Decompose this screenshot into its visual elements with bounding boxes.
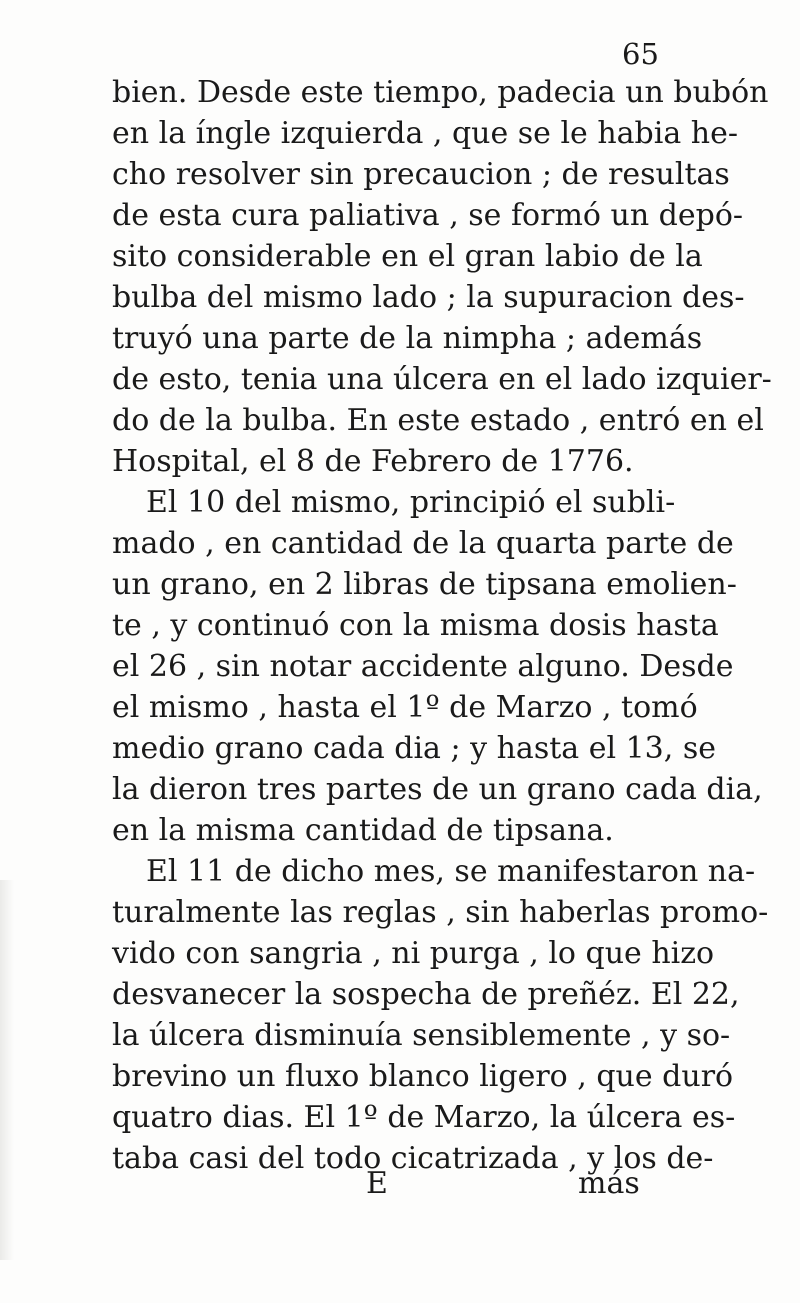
- text-line: en la íngle izquierda , que se le habia he-: [112, 116, 738, 151]
- text-line: la dieron tres partes de un grano cada dia,: [112, 772, 763, 807]
- signature-mark: E: [366, 1166, 388, 1201]
- body-text: [112, 72, 772, 1179]
- text-line: un grano, en 2 libras de tipsana emolien-: [112, 567, 737, 602]
- text-line: desvanecer la sospecha de preñéz. El 22,: [112, 977, 740, 1012]
- text-line: la úlcera disminuía sensiblemente , y so-: [112, 1018, 731, 1053]
- text-line: taba casi del todo cicatrizada , y los de-: [112, 1141, 714, 1176]
- text-line-paragraph-start: El 10 del mismo, principió el subli-: [146, 485, 676, 520]
- text-line: do de la bulba. En este estado , entró en el: [112, 403, 764, 438]
- text-line-paragraph-end: Hospital, el 8 de Febrero de 1776.: [112, 444, 634, 479]
- text-line: bulba del mismo lado ; la supuracion des-: [112, 280, 745, 315]
- text-line: turalmente las reglas , sin haberlas promo-: [112, 895, 769, 930]
- text-line: el mismo , hasta el 1º de Marzo , tomó: [112, 690, 698, 725]
- page-number: 65: [622, 37, 659, 71]
- text-line: sito considerable en el gran labio de la: [112, 239, 703, 274]
- text-line: medio grano cada dia ; y hasta el 13, se: [112, 731, 716, 766]
- page-footer: [0, 1162, 800, 1206]
- catchword: más: [578, 1166, 640, 1201]
- text-line: quatro dias. El 1º de Marzo, la úlcera es-: [112, 1100, 736, 1135]
- text-line: bien. Desde este tiempo, padecia un bubón: [112, 75, 769, 110]
- text-line-paragraph-end: en la misma cantidad de tipsana.: [112, 813, 614, 848]
- text-line: de esto, tenia una úlcera en el lado izquier-: [112, 362, 772, 397]
- text-line: te , y continuó con la misma dosis hasta: [112, 608, 719, 643]
- text-line: truyó una parte de la nimpha ; además: [112, 321, 703, 356]
- text-line: brevino un fluxo blanco ligero , que duró: [112, 1059, 734, 1094]
- text-line-paragraph-start: El 11 de dicho mes, se manifestaron na-: [146, 854, 756, 889]
- text-line: mado , en cantidad de la quarta parte de: [112, 526, 734, 561]
- text-line: de esta cura paliativa , se formó un depó-: [112, 198, 744, 233]
- text-line: el 26 , sin notar accidente alguno. Desde: [112, 649, 734, 684]
- text-line: vido con sangria , ni purga , lo que hizo: [112, 936, 715, 971]
- text-line: cho resolver sin precaucion ; de resultas: [112, 157, 730, 192]
